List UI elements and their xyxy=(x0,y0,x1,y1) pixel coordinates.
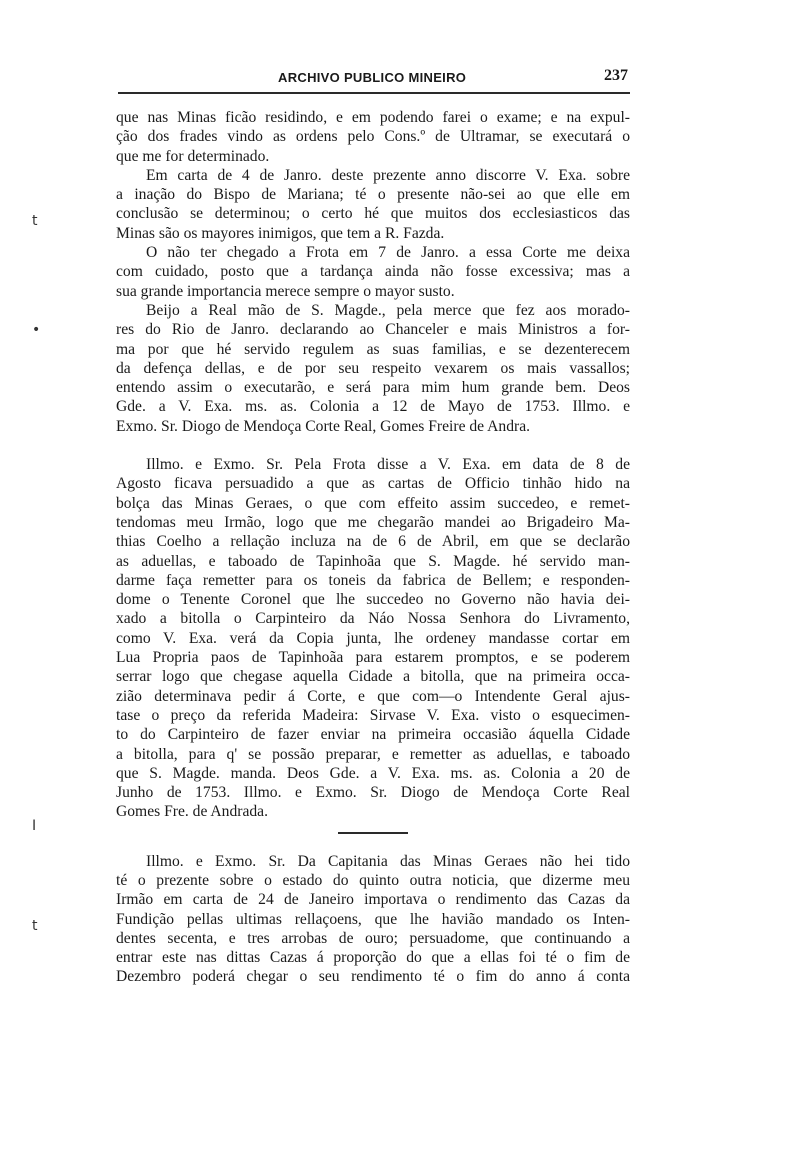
text-line: Junho de 1753. Illmo. e Exmo. Sr. Diogo de Mendoça Corte Real xyxy=(116,784,630,802)
text-line: darme faça remetter para os toneis da fabrica de Bellem; e responden- xyxy=(116,571,630,589)
text-line: ção dos frades vindo as ordens pelo Cons.º de Ultramar, se executará o xyxy=(116,128,630,146)
text-line: Illmo. e Exmo. Sr. Da Capitania das Minas Geraes não hei tido xyxy=(146,852,630,870)
running-header xyxy=(118,67,628,92)
text-line: Em carta de 4 de Janro. deste prezente anno discorre V. Exa. sobre xyxy=(146,166,630,184)
text-line: ma por que hé servido regulem as suas familias, e se dezenterecem xyxy=(116,340,630,358)
text-line: serrar logo que chegase aquella Cidade a bitolla, que na primeira occa- xyxy=(116,668,630,686)
text-line: Exmo. Sr. Diogo de Mendoça Corte Real, Gomes Freire de Andra. xyxy=(116,417,531,435)
text-line: Gomes Fre. de Andrada. xyxy=(116,803,269,821)
text-line: a inação do Bispo de Mariana; té o presente não-sei ao que elle em xyxy=(116,186,630,204)
text-line: Agosto ficava persuadido a que as cartas de Officio tinhão hido na xyxy=(116,475,630,493)
text-line: que me for determinado. xyxy=(116,147,270,165)
text-line: zião determinava pedir á Corte, e que com—o Intendente Geral ajus- xyxy=(116,687,630,705)
page-number: 237 xyxy=(604,67,628,84)
margin-mark: t xyxy=(32,213,38,229)
text-line: O não ter chegado a Frota em 7 de Janro. a essa Corte me deixa xyxy=(146,244,630,262)
text-line: sua grande importancia merece sempre o mayor susto. xyxy=(116,282,455,300)
paragraph xyxy=(116,243,630,301)
text-line: entendo assim o executarão, e será para mim hum grande bem. Deos xyxy=(116,379,630,397)
paragraph xyxy=(116,301,630,436)
text-line: té o prezente sobre o estado do quinto outra noticia, que dizerme meu xyxy=(116,871,630,889)
text-line: as aduellas, e taboado de Tapinhoãa que S. Magde. hé servido man- xyxy=(116,552,630,570)
text-line: entrar este nas dittas Cazas á proporção do que a ellas foi té o fim de xyxy=(116,949,630,967)
text-line: to do Carpinteiro de fazer enviar na primeira occasião áquella Cidade xyxy=(116,726,630,744)
text-line: a bitolla, para q' se possão preparar, e remetter as aduellas, e taboado xyxy=(116,745,630,763)
paragraph xyxy=(116,166,630,243)
text-line: tendomas meu Irmão, logo que me chegarão mandei ao Brigadeiro Ma- xyxy=(116,513,630,531)
text-line: Irmão em carta de 24 de Janeiro importava o rendimento das Cazas da xyxy=(116,891,630,909)
text-line: tase o preço da referida Madeira: Sirvase V. Exa. visto o esquecimen- xyxy=(116,706,630,724)
document-body xyxy=(116,108,630,987)
text-line: dentes secenta, e tres arrobas de ouro; persuadome, que continuando a xyxy=(116,929,630,947)
text-line: conclusão se determinou; o certo hé que muitos dos ecclesiasticos das xyxy=(116,205,630,223)
text-line: xado a bitolla o Carpinteiro da Náo Nossa Senhora do Livramento, xyxy=(116,610,630,628)
text-line: res do Rio de Janro. declarando ao Chanceler e mais Ministros a for- xyxy=(116,321,630,339)
text-line: com cuidado, posto que a tardança ainda não fosse excessiva; mas a xyxy=(116,263,630,281)
text-line: Dezembro poderá chegar o seu rendimento té o fim do anno á conta xyxy=(116,968,630,986)
paragraph xyxy=(116,108,630,166)
text-line: dome o Tenente Coronel que lhe succedeo no Governo não havia dei- xyxy=(116,591,630,609)
text-line: bolça das Minas Geraes, o que com effeito assim succedeo, e remet- xyxy=(116,494,630,512)
margin-mark: I xyxy=(32,818,37,834)
paragraph-gap xyxy=(116,436,630,455)
section-separator xyxy=(338,832,408,834)
margin-mark: • xyxy=(32,322,41,338)
paragraph xyxy=(116,852,630,987)
text-line: como V. Exa. verá da Copia junta, lhe ordeney mandasse cortar em xyxy=(116,629,630,647)
text-line: Beijo a Real mão de S. Magde., pela merce que fez aos morado- xyxy=(146,301,630,319)
text-line: Fundição pellas ultimas rellaçoens, que lhe havião mandado os Inten- xyxy=(116,910,630,928)
text-line: que S. Magde. manda. Deos Gde. a V. Exa. ms. as. Colonia a 20 de xyxy=(116,764,630,782)
paragraph xyxy=(116,455,630,822)
text-line: thias Coelho a rellação incluza na de 6 de Abril, em que se declarão xyxy=(116,533,630,551)
text-line: Minas são os mayores inimigos, que tem a R. Fazda. xyxy=(116,224,445,242)
text-line: que nas Minas ficão residindo, e em podendo farei o exame; e na expul- xyxy=(116,109,630,126)
text-line: Gde. a V. Exa. ms. as. Colonia a 12 de Mayo de 1753. Illmo. e xyxy=(116,398,630,416)
journal-title: ARCHIVO PUBLICO MINEIRO xyxy=(278,70,467,85)
text-line: da defença dellas, e de por seu respeito vexarem os mais vassallos; xyxy=(116,359,630,377)
text-line: Lua Propria paos de Tapinhoãa para estarem promptos, e se poderem xyxy=(116,649,630,667)
text-line: Illmo. e Exmo. Sr. Pela Frota disse a V. Exa. em data de 8 de xyxy=(146,456,630,474)
margin-mark: t xyxy=(32,918,38,934)
header-rule xyxy=(118,92,630,94)
